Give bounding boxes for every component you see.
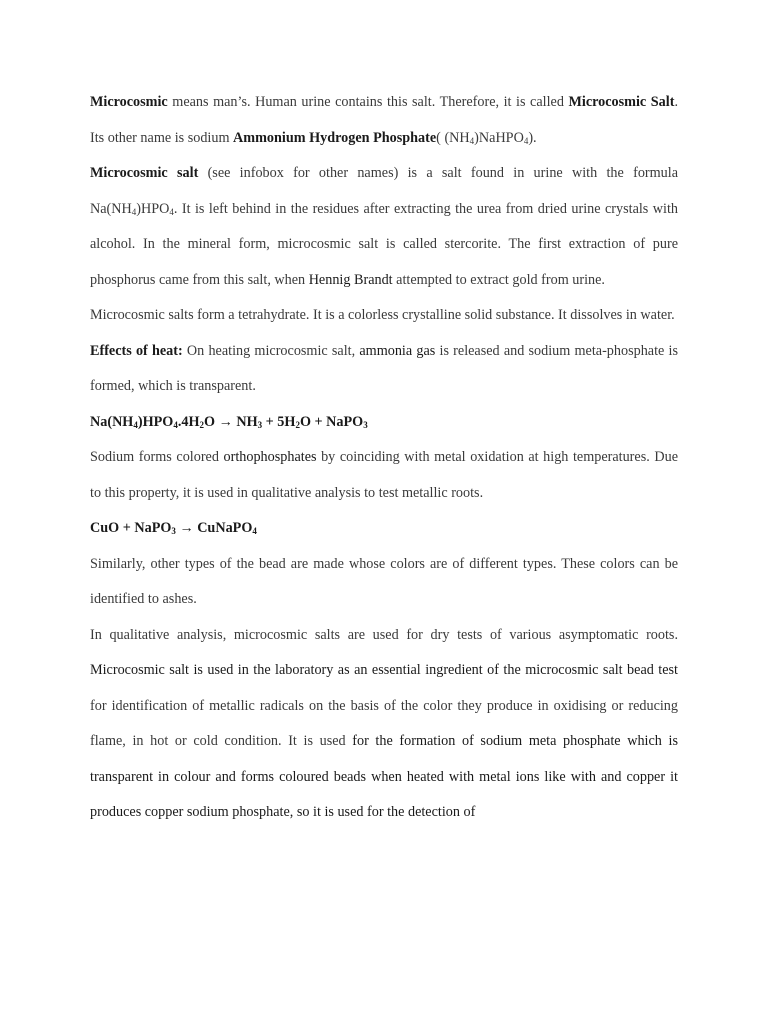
bold-term: Ammonium Hydrogen Phosphate — [233, 129, 437, 146]
subscript: 3 — [257, 419, 263, 430]
subscript: 2 — [295, 419, 300, 430]
subscript: 4 — [252, 526, 257, 536]
text: ( (NH — [436, 129, 470, 146]
text-dark: Hennig Brandt — [308, 271, 393, 288]
bold-term: Effects of heat: — [90, 342, 183, 359]
equation-copper — [90, 511, 678, 547]
text-dark: Microcosmic salt is used in the laboratory as an essential ingredient of the microcosmic salt bead test — [90, 662, 678, 678]
eq-text: Na(NH — [90, 413, 134, 430]
subscript: 3 — [363, 419, 368, 430]
subscript: 4 — [169, 206, 174, 217]
subscript: 4 — [131, 206, 137, 217]
equation-decomposition — [90, 405, 678, 441]
subscript: 3 — [171, 526, 176, 536]
paragraph-intro — [90, 85, 678, 156]
text: )NaHPO — [474, 129, 524, 146]
bold-term: Microcosmic Salt — [568, 94, 675, 110]
subscript: 4 — [173, 419, 178, 430]
text: . Its other name is sodium — [90, 94, 678, 146]
text-dark: orthophosphates — [223, 449, 317, 465]
text: Sodium forms colored — [90, 449, 224, 465]
eq-text: .4H — [177, 413, 200, 430]
eq-text: O + NaPO — [299, 413, 364, 430]
eq-text: )HPO — [137, 413, 174, 430]
subscript: 4 — [523, 135, 529, 146]
paragraph-effects-of-heat — [90, 334, 678, 405]
paragraph-bead-colors — [90, 547, 678, 618]
text-dark: ammonia gas — [359, 342, 436, 359]
eq-text: + 5H — [262, 413, 296, 430]
text: (see infobox for other names) is a salt found in urine with the formula Na(NH — [90, 165, 678, 217]
text: attempted to extract gold from urine. — [392, 271, 605, 288]
text: On heating microcosmic salt, — [182, 342, 360, 359]
text: for identification of metallic radicals on the basis of the color they produce in — [90, 697, 554, 714]
text: . It is left behind in the residues after extracting the urea from dried urine crystals with alcohol. In the mineral form, microcosmic salt is called stercorite. The first extraction of pure phosphorus came from this salt, when — [90, 200, 678, 288]
text: Microcosmic salts form a tetrahydrate. It is a colorless crystalline solid substance. It dissolves in water. — [90, 307, 675, 323]
bold-term: Microcosmic salt — [90, 165, 199, 181]
text: Similarly, other types of the bead are made whose colors are of different types. These colors can be identified to ashes. — [90, 555, 678, 607]
text: means man’s. Human urine contains this salt. Therefore, it is called — [167, 94, 569, 110]
subscript: 4 — [133, 419, 138, 430]
subscript: 4 — [469, 135, 475, 146]
text: by coinciding with metal oxidation at high temperatures. Due to this property, it is used in qualitative analysis to test metallic roots. — [90, 449, 678, 501]
eq-text: → CuNaPO — [175, 520, 253, 536]
text: oxidising or reducing flame, in hot or cold condition. It is used — [90, 697, 678, 749]
text: In qualitative analysis, microcosmic salts are used for dry tests of various asymptomatic roots. — [90, 626, 678, 643]
text-dark: for the formation of sodium meta phosphate which is transparent in colour and forms coloured beads when heated with metal ions like with and copper it produces copper sodium phosphate, so it is used for the detection of — [90, 733, 678, 820]
bold-term: Microcosmic — [90, 94, 168, 110]
paragraph-definition — [90, 156, 678, 298]
text: is released and sodium meta-phosphate is formed, which is transparent. — [90, 342, 678, 394]
eq-text: O → NH — [204, 413, 258, 430]
text: )HPO — [136, 200, 170, 217]
paragraph-orthophosphates — [90, 440, 678, 511]
subscript: 2 — [199, 419, 205, 430]
document-page — [90, 85, 678, 831]
eq-text: CuO + NaPO — [90, 520, 172, 536]
text: ). — [528, 129, 537, 146]
paragraph-tetrahydrate — [90, 298, 678, 334]
paragraph-qualitative-analysis — [90, 618, 678, 831]
